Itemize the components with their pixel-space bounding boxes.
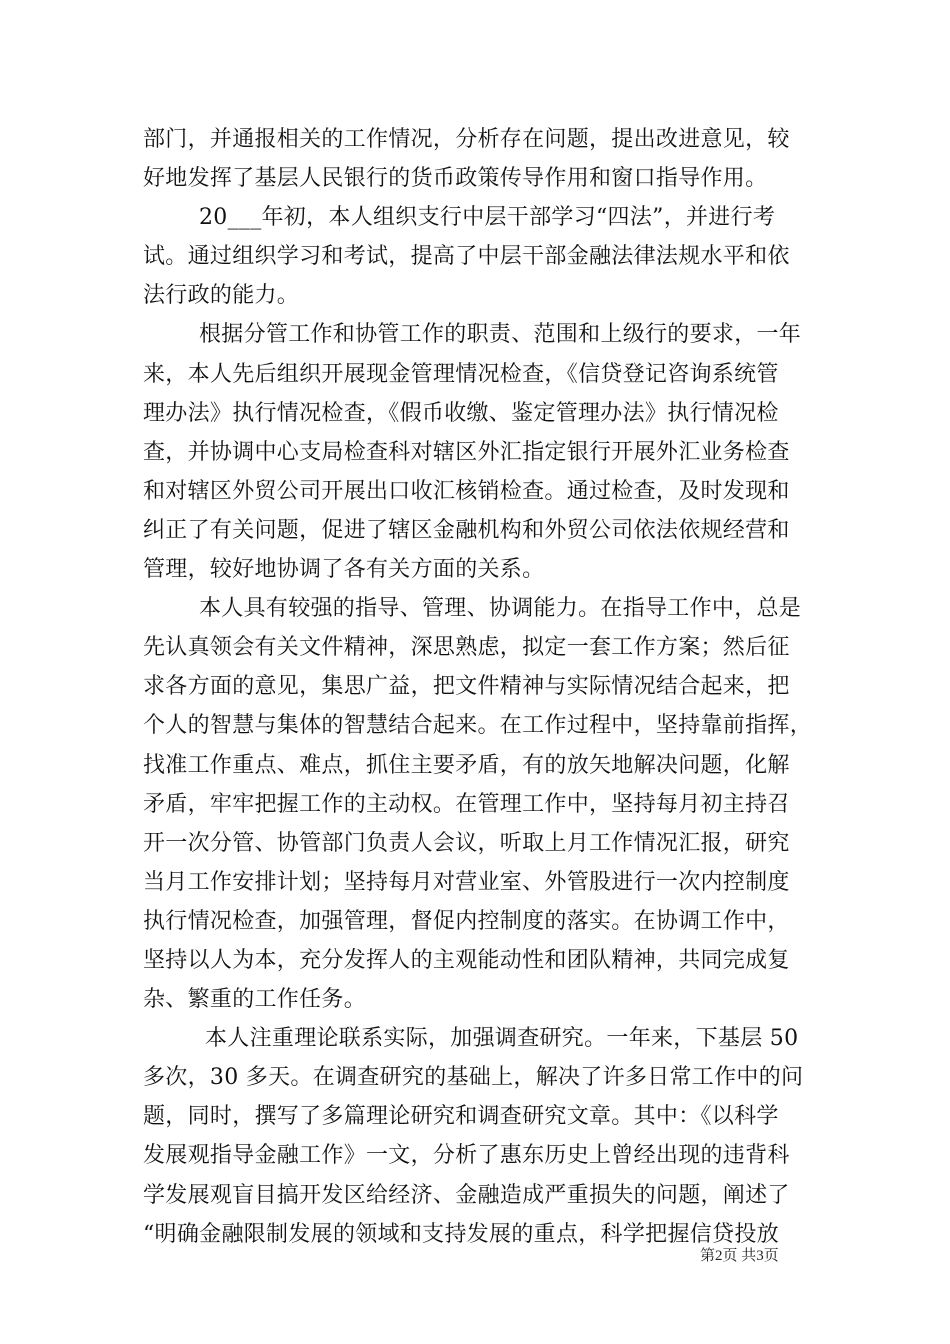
text-line: 坚持以人为本，充分发挥人的主观能动性和团队精神，共同完成复	[143, 947, 790, 973]
text-line: 杂、繁重的工作任务。	[143, 987, 367, 1013]
text-line: 试。通过组织学习和考试，提高了中层干部金融法律法规水平和依	[143, 244, 790, 270]
paragraph-start-line: 本人注重理论联系实际，加强调查研究。一年来，下基层 50	[205, 1026, 799, 1052]
text-line: 多次，30 多天。在调查研究的基础上，解决了许多日常工作中的问	[143, 1065, 804, 1091]
text-line: 和对辖区外贸公司开展出口收汇核销检查。通过检查，及时发现和	[143, 478, 790, 504]
paragraph-start-line: 本人具有较强的指导、管理、协调能力。在指导工作中，总是	[199, 596, 802, 622]
text-line: 求各方面的意见，集思广益，把文件精神与实际情况结合起来，把	[143, 674, 790, 700]
text-line: 找准工作重点、难点，抓住主要矛盾，有的放矢地解决问题，化解	[143, 752, 790, 778]
text-line: 好地发挥了基层人民银行的货币政策传导作用和窗口指导作用。	[143, 166, 768, 192]
text-line: 矛盾，牢牢把握工作的主动权。在管理工作中，坚持每月初主持召	[143, 791, 790, 817]
text-line: 部门，并通报相关的工作情况，分析存在问题，提出改进意见，较	[143, 127, 790, 152]
paragraph-start-line: 根据分管工作和协管工作的职责、范围和上级行的要求，一年	[199, 322, 802, 348]
text-line: 题，同时，撰写了多篇理论研究和调查研究文章。其中：《以科学	[143, 1104, 779, 1130]
text-line: 查，并协调中心支局检查科对辖区外汇指定银行开展外汇业务检查	[143, 439, 790, 465]
text-line: 先认真领会有关文件精神，深思熟虑，拟定一套工作方案；然后征	[143, 635, 790, 661]
text-line: 来，本人先后组织开展现金管理情况检查，《信贷登记咨询系统管	[143, 361, 779, 387]
text-line: 当月工作安排计划；坚持每月对营业室、外管股进行一次内控制度	[143, 869, 790, 895]
text-line: 个人的智慧与集体的智慧结合起来。在工作过程中，坚持靠前指挥，	[143, 713, 813, 739]
footer-current-page: 2	[715, 1248, 723, 1264]
footer-middle: 页 共	[722, 1248, 757, 1264]
paragraph-start-line: 20___年初，本人组织支行中层干部学习“四法”，并进行考	[199, 205, 776, 231]
footer-total-pages: 3	[756, 1248, 764, 1264]
footer-suffix: 页	[763, 1248, 779, 1264]
page-number-footer	[700, 1245, 779, 1266]
text-line: 执行情况检查，加强管理，督促内控制度的落实。在协调工作中，	[143, 908, 790, 934]
text-line: “明确金融限制发展的领域和支持发展的重点，科学把握信贷投放	[143, 1221, 779, 1247]
text-line: 开一次分管、协管部门负责人会议，听取上月工作情况汇报，研究	[143, 830, 790, 856]
text-line: 发展观指导金融工作》一文，分析了惠东历史上曾经出现的违背科	[143, 1143, 790, 1169]
text-line: 管理，较好地协调了各有关方面的关系。	[143, 557, 545, 583]
document-body	[143, 120, 813, 1254]
text-line: 纠正了有关问题，促进了辖区金融机构和外贸公司依法依规经营和	[143, 517, 790, 543]
text-line: 理办法》执行情况检查，《假币收缴、鉴定管理办法》执行情况检	[143, 400, 779, 426]
footer-prefix: 第	[700, 1248, 716, 1264]
text-line: 法行政的能力。	[143, 283, 300, 309]
text-line: 学发展观盲目搞开发区给经济、金融造成严重损失的问题，阐述了	[143, 1182, 790, 1208]
